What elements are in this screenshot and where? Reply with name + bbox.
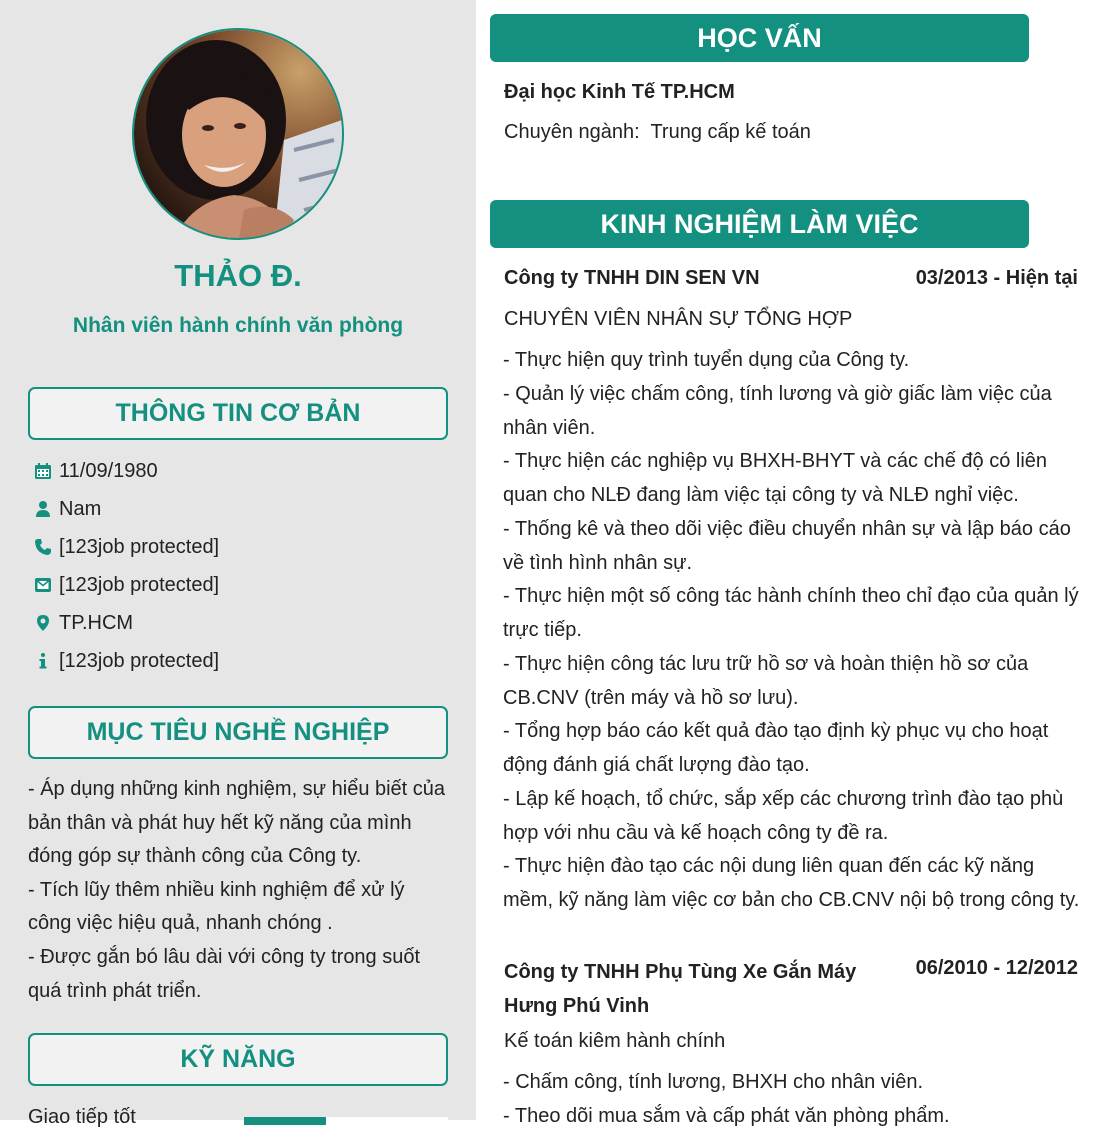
- basic-info-list: [32, 452, 452, 680]
- education-heading: HỌC VẤN: [490, 14, 1029, 62]
- job-period: 03/2013 - Hiện tại: [915, 267, 1078, 289]
- objective-line: - Được gắn bó lâu dài với công ty trong suốt quá trình phát triển.: [28, 945, 421, 1002]
- job-duties: [503, 1066, 1083, 1134]
- user-icon: [32, 498, 54, 520]
- duty-item: - Tổng hợp báo cáo kết quả đào tạo định kỳ phục vụ cho hoạt động đánh giá chất lượng đào tạo.: [503, 720, 1049, 776]
- duty-item: - Lập kế hoạch, tổ chức, sắp xếp các chương trình đào tạo phù hợp với nhu cầu và kế hoạch công ty đề ra.: [503, 787, 1064, 844]
- experience-heading: KINH NGHIỆM LÀM VIỆC: [490, 200, 1029, 248]
- education-school: Đại học Kinh Tế TP.HCM: [504, 81, 735, 103]
- job-company: Công ty TNHH Phụ Tùng Xe Gắn Máy Hưng Phú Vinh: [504, 961, 857, 1017]
- basic-info-heading: THÔNG TIN CƠ BẢN: [28, 387, 448, 440]
- avatar: [132, 28, 344, 240]
- objective-heading: MỤC TIÊU NGHỀ NGHIỆP: [28, 706, 448, 759]
- skill-level-bar: [244, 1117, 448, 1125]
- objective-line: - Tích lũy thêm nhiều kinh nghiệm để xử lý công việc hiệu quả, nhanh chóng .: [28, 878, 405, 935]
- skill-level-fill: [244, 1117, 326, 1125]
- info-icon: [32, 650, 54, 672]
- map-marker-icon: [32, 612, 54, 634]
- job-duties: [503, 344, 1083, 918]
- duty-item: - Thực hiện công tác lưu trữ hồ sơ và hoàn thiện hồ sơ của CB.CNV (trên máy và hồ sơ lưu).: [503, 652, 1029, 709]
- duty-item: - Thực hiện một số công tác hành chính theo chỉ đạo của quản lý trực tiếp.: [503, 585, 1079, 641]
- education-major-value: Trung cấp kế toán: [650, 121, 811, 143]
- duty-item: - Quản lý việc chấm công, tính lương và giờ giấc làm việc của nhân viên.: [503, 382, 1052, 439]
- info-email-value: [123job protected]: [59, 573, 220, 596]
- info-birthdate: [32, 452, 452, 490]
- skills-heading: KỸ NĂNG: [28, 1033, 448, 1086]
- info-gender: [32, 490, 452, 528]
- info-birthdate-value: 11/09/1980: [59, 459, 158, 482]
- duty-item: - Chấm công, tính lương, BHXH cho nhân viên.: [503, 1071, 924, 1093]
- skill-name: Giao tiếp tốt: [28, 1106, 136, 1128]
- duty-item: - Thực hiện đào tạo các nội dung liên quan đến các kỹ năng mềm, kỹ năng làm việc cơ bản cho CB.CNV nội bộ trong công ty.: [503, 855, 1080, 911]
- info-phone-value: [123job protected]: [59, 535, 220, 558]
- info-email: [32, 566, 452, 604]
- avatar-photo: [134, 30, 342, 238]
- candidate-name: THẢO Đ.: [174, 258, 302, 293]
- job-period: 06/2010 - 12/2012: [915, 957, 1078, 979]
- info-gender-value: Nam: [59, 497, 102, 520]
- info-location: [32, 604, 452, 642]
- duty-item: - Thống kê và theo dõi việc điều chuyển nhân sự và lập báo cáo về tình hình nhân sự.: [503, 517, 1071, 574]
- calendar-icon: [32, 460, 54, 482]
- info-other-value: [123job protected]: [59, 649, 220, 672]
- info-phone: [32, 528, 452, 566]
- objective-text: [28, 773, 453, 1008]
- objective-line: - Áp dụng những kinh nghiệm, sự hiểu biết của bản thân và phát huy hết kỹ năng của mình đóng góp sự thành công của Công ty.: [28, 778, 446, 868]
- duty-item: - Thực hiện quy trình tuyển dụng của Công ty.: [503, 349, 910, 371]
- job-company: Công ty TNHH DIN SEN VN: [504, 267, 760, 289]
- info-location-value: TP.HCM: [59, 611, 134, 634]
- sidebar: [0, 0, 476, 1128]
- duty-item: - Theo dõi mua sắm và cấp phát văn phòng phẩm.: [503, 1104, 950, 1127]
- info-other: [32, 642, 452, 680]
- education-major-label: Chuyên ngành:: [504, 121, 640, 143]
- candidate-job-title: Nhân viên hành chính văn phòng: [72, 314, 404, 337]
- education-major: [504, 121, 811, 144]
- duty-item: - Thực hiện các nghiệp vụ BHXH-BHYT và các chế độ có liên quan cho NLĐ đang làm việc tại công ty và NLĐ nghỉ việc.: [503, 450, 1048, 506]
- phone-icon: [32, 536, 54, 558]
- job-position: CHUYÊN VIÊN NHÂN SỰ TỔNG HỢP: [504, 308, 853, 330]
- envelope-icon: [32, 574, 54, 596]
- job-position: Kế toán kiêm hành chính: [504, 1030, 726, 1052]
